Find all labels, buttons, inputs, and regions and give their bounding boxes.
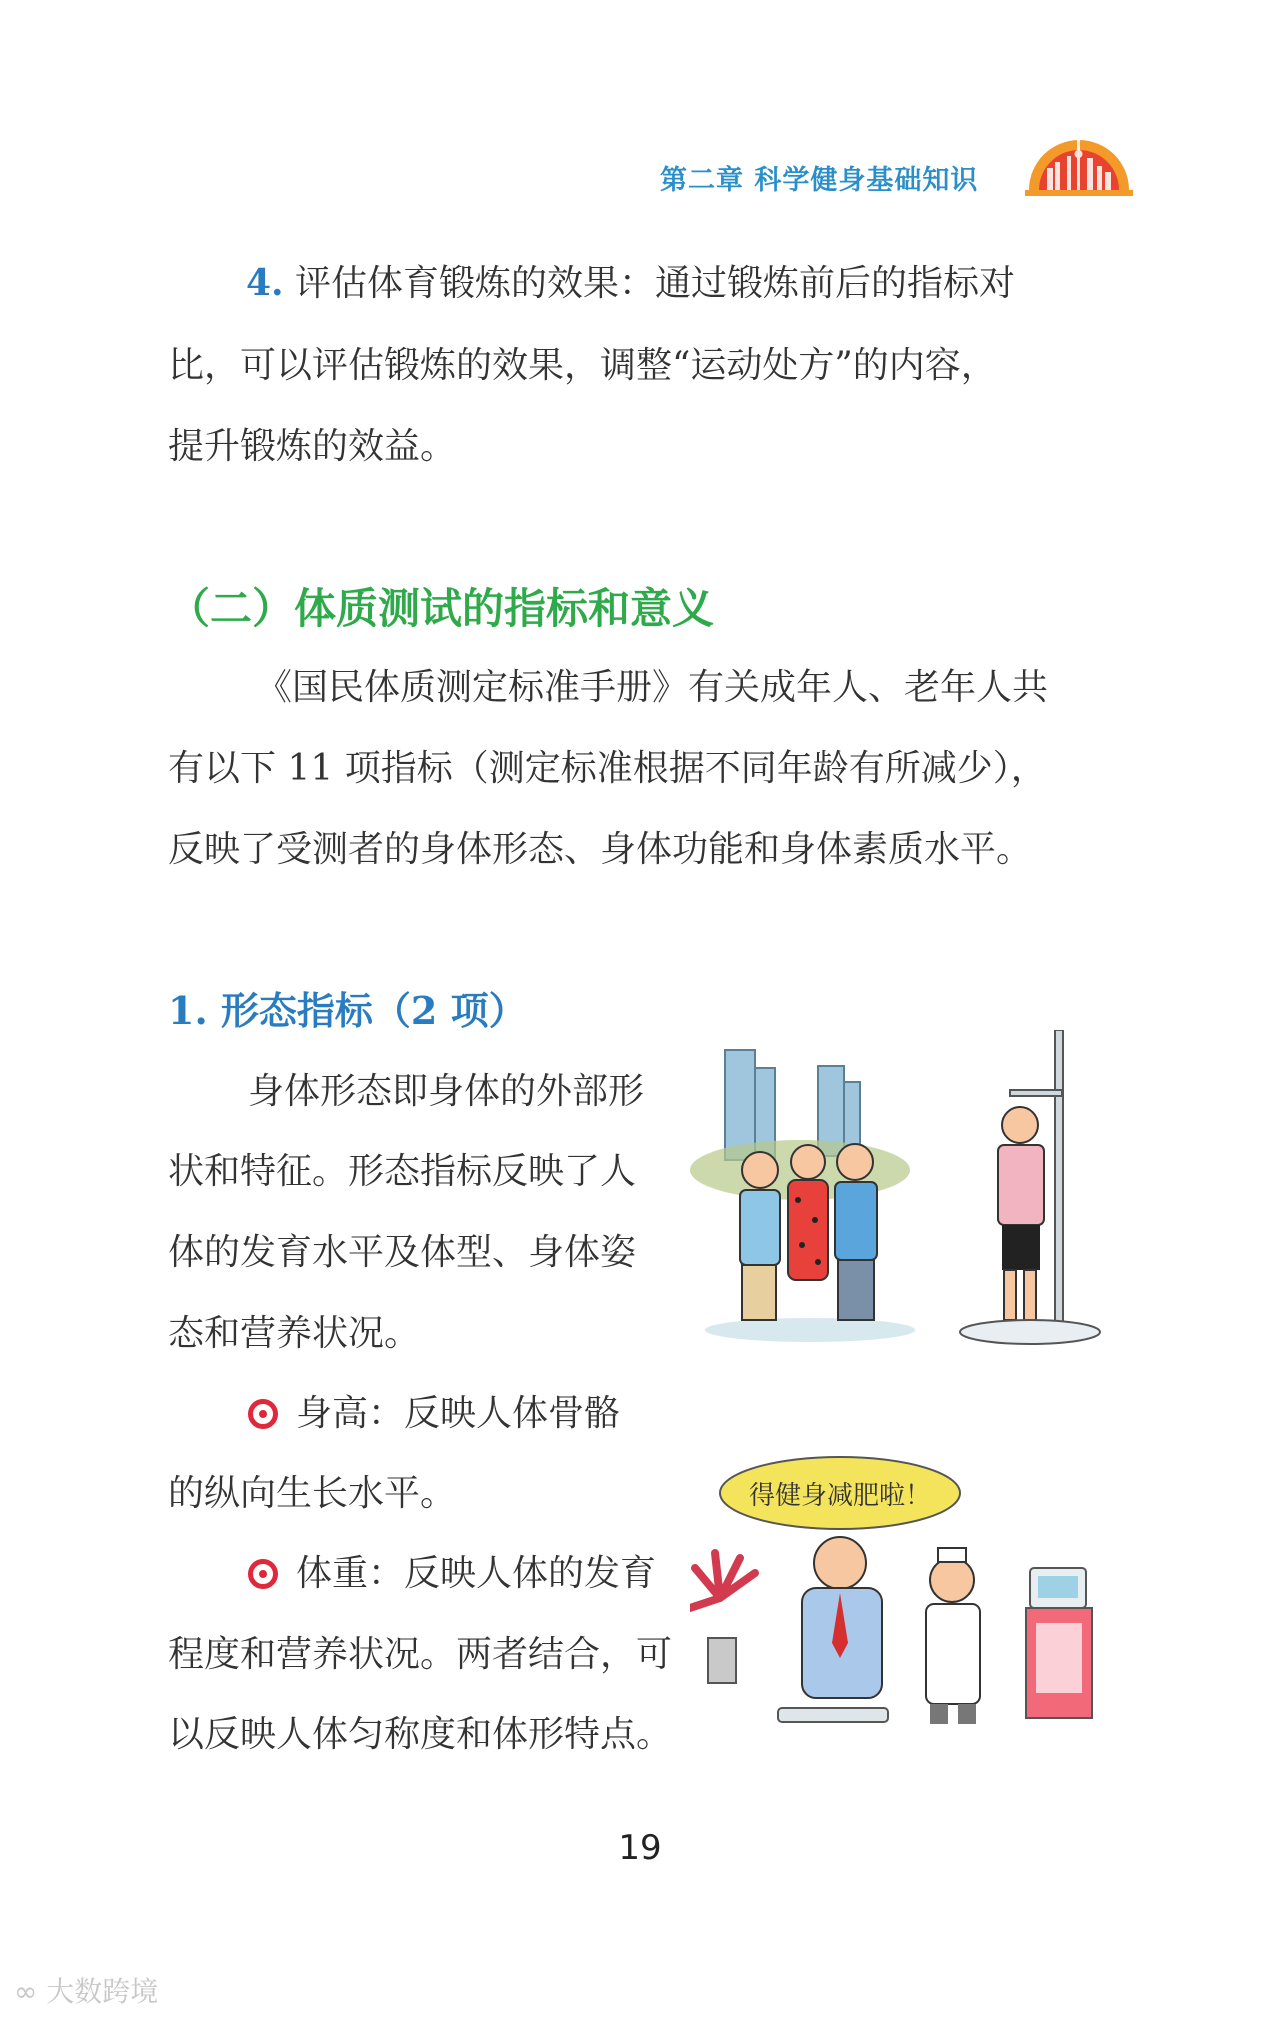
page-number: 19	[618, 1828, 662, 1868]
watermark-logo-icon: ∞	[14, 1975, 47, 2008]
speech-bubble-text: 得健身减肥啦！	[748, 1481, 932, 1511]
city-skyline-sunset-logo	[1025, 128, 1133, 196]
height-measurement-illustration	[690, 1030, 1120, 1350]
section-para-line3: 反映了受测者的身体形态、身体功能和身体素质水平。	[168, 829, 1033, 870]
height-line2: 的纵向生长水平。	[168, 1473, 457, 1514]
watermark-text: ∞ 大数跨境	[14, 1975, 159, 2008]
chapter-title: 第二章 科学健身基础知识	[660, 165, 979, 196]
section-para-line1: 《国民体质测定标准手册》有关成年人、老年人共	[256, 667, 1049, 708]
item4-line3: 提升锻炼的效益。	[168, 426, 457, 467]
section-para-line2: 有以下 11 项指标（测定标准根据不同年龄有所减少），	[168, 748, 1047, 789]
target-bullet-icon	[248, 1559, 278, 1589]
weight-line1: 体重：反映人体的发育	[248, 1545, 656, 1596]
target-bullet-icon	[248, 1399, 278, 1429]
item4-number: 4.	[246, 262, 284, 304]
morph-line2: 状和特征。形态指标反映了人	[168, 1151, 637, 1192]
height-line1: 身高：反映人体骨骼	[248, 1385, 620, 1436]
item4-line1: 4. 评估体育锻炼的效果：通过锻炼前后的指标对	[246, 262, 1016, 304]
weight-line3: 以反映人体匀称度和体形特点。	[168, 1714, 673, 1755]
weight-line2: 程度和营养状况。两者结合，可	[168, 1634, 673, 1675]
morph-line3: 体的发育水平及体型、身体姿	[168, 1232, 637, 1273]
section-title: （二）体质测试的指标和意义	[168, 584, 715, 633]
weight-check-illustration	[690, 1448, 1120, 1748]
morph-line1: 身体形态即身体的外部形	[248, 1071, 645, 1112]
morph-subtitle: 1. 形态指标（2 项）	[168, 988, 527, 1033]
morph-line4: 态和营养状况。	[168, 1313, 421, 1354]
item4-line2: 比，可以评估锻炼的效果，调整“运动处方”的内容，	[168, 345, 997, 386]
